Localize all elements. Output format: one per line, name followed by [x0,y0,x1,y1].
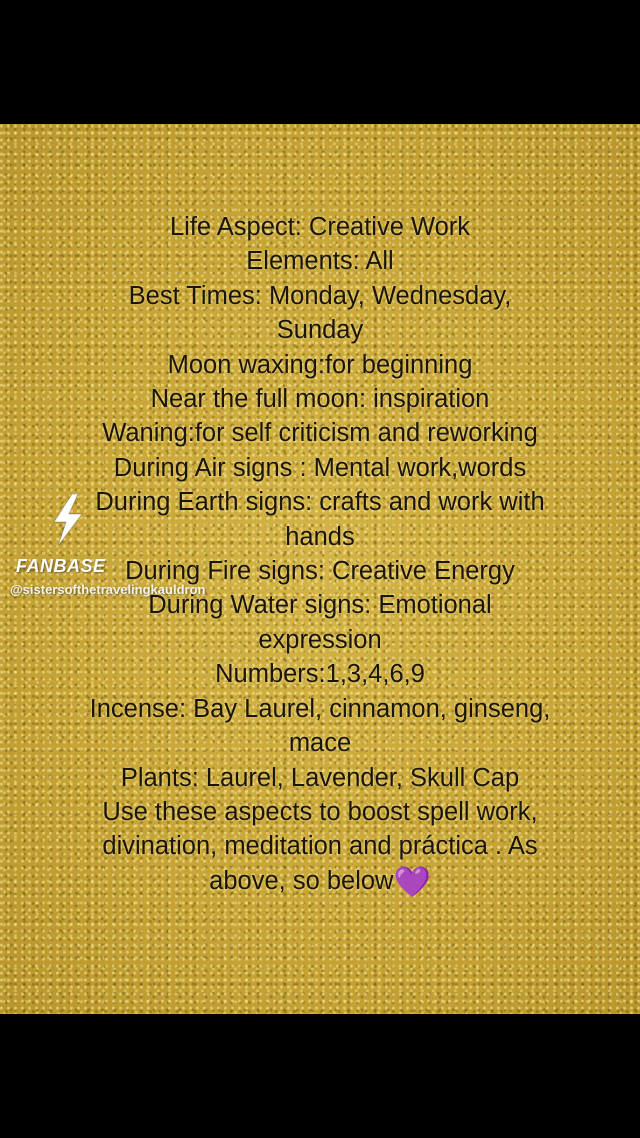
text-line: Elements: All [246,247,394,276]
text-line: divination, meditation and práctica . As [102,832,538,861]
text-line: Best Times: Monday, Wednesday, [128,281,512,310]
text-line: Numbers:1,3,4,6,9 [215,660,425,689]
purple-heart-icon: 💜 [393,864,431,900]
text-line: Use these aspects to boost spell work, [102,797,538,826]
fanbase-watermark [10,494,310,604]
text-line: above, so below [209,866,394,895]
text-line: mace [288,729,352,758]
text-line: Waning:for self criticism and reworking [102,419,538,448]
text-line: Near the full moon: inspiration [150,385,490,414]
text-line: During Air signs : Mental work,words [113,453,527,482]
watermark-handle: @sistersofthetravelingkauldron [10,582,206,597]
lightning-bolt-icon [50,494,86,546]
text-line: hands [285,522,355,551]
text-line: expression [258,625,382,654]
top-letterbox [0,0,640,124]
fanbase-logo: FANBASE [16,556,106,576]
text-line: During Earth signs: crafts and work with [95,488,545,517]
text-line: Life Aspect: Creative Work [170,213,470,241]
text-line: During Water signs: Emotional [148,591,492,620]
text-line: Sunday [276,316,364,345]
gold-glitter-background [0,124,640,1014]
text-line-last [30,864,610,898]
text-line: During Fire signs: Creative Energy [125,557,515,586]
text-line: Moon waxing:for beginning [167,350,473,379]
bottom-letterbox [0,1014,640,1138]
text-line: Incense: Bay Laurel, cinnamon, ginseng, [89,694,551,723]
text-line: Plants: Laurel, Lavender, Skull Cap [120,763,520,792]
